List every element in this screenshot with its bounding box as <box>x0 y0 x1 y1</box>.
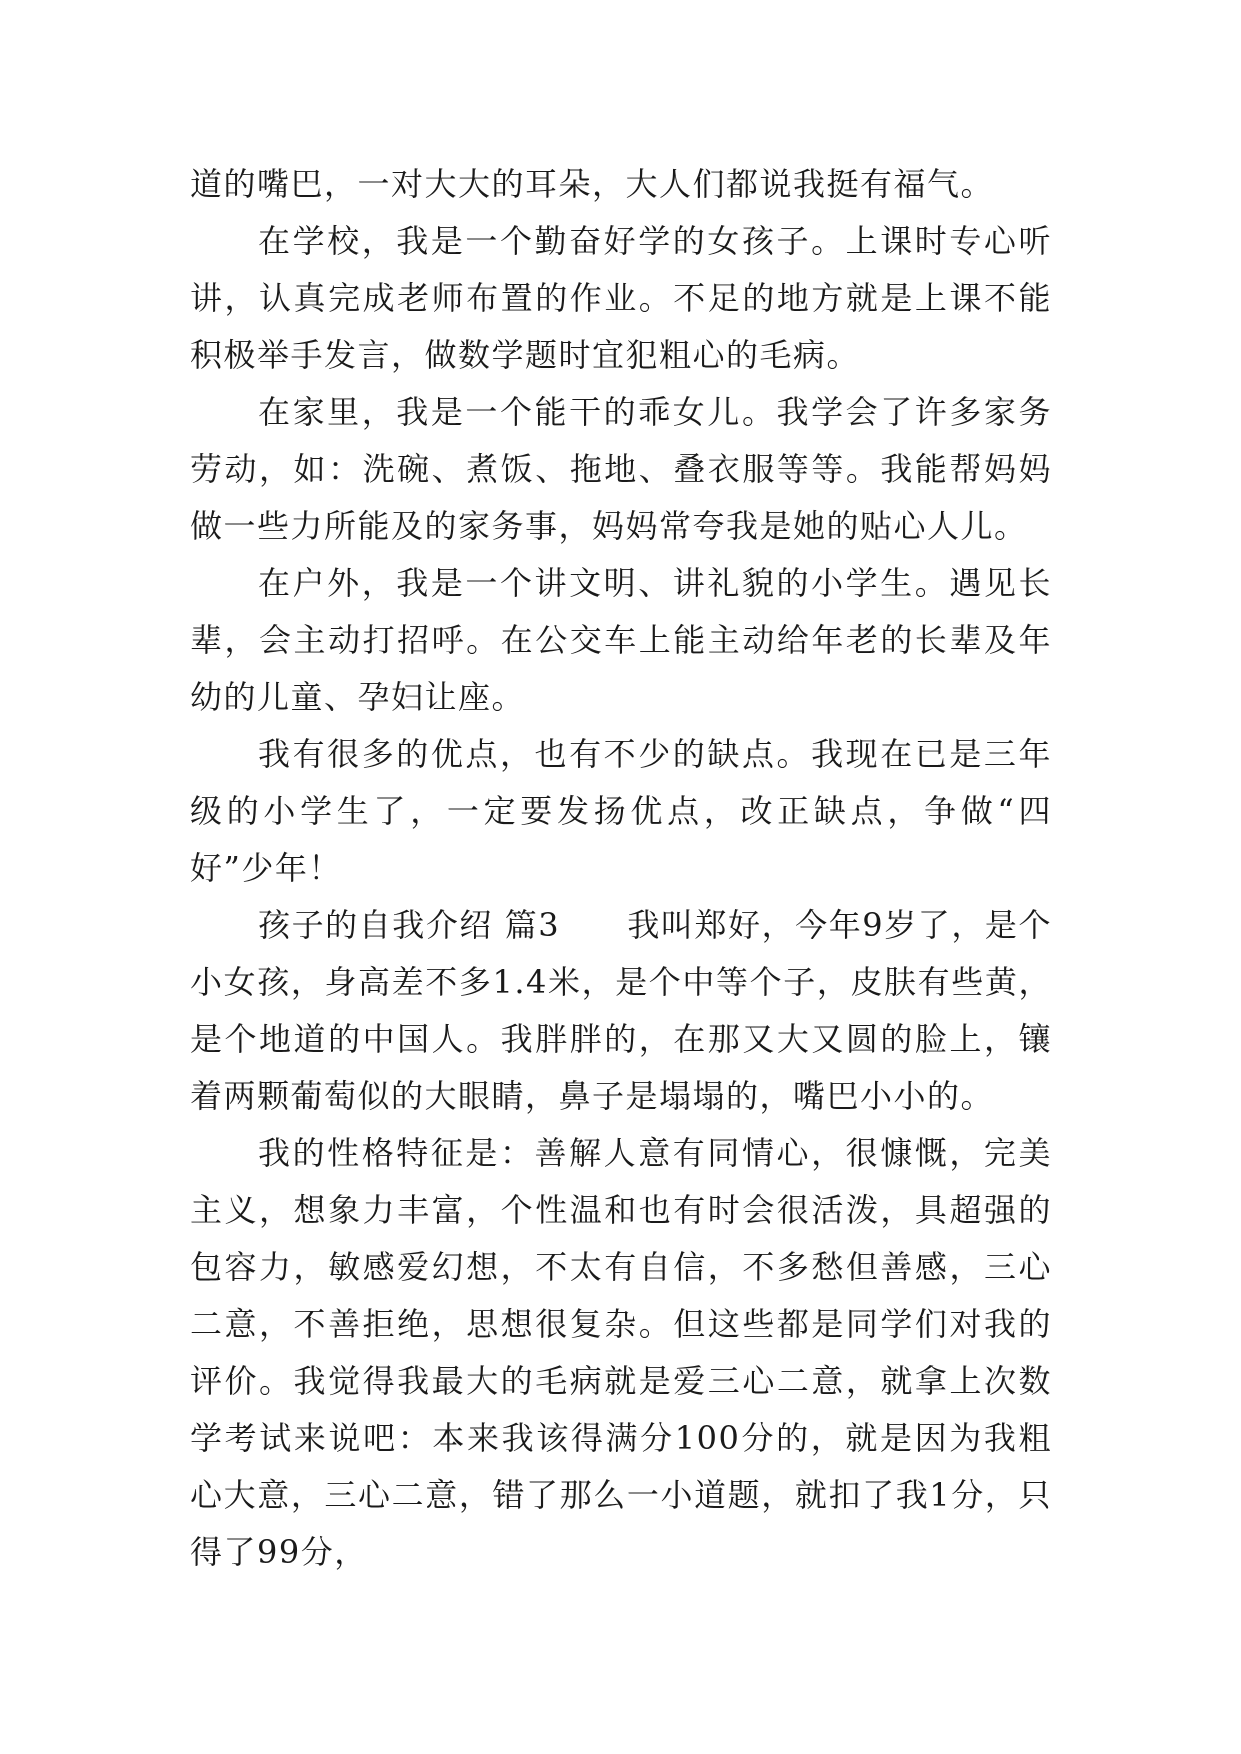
document-body <box>190 156 1052 1581</box>
paragraph-4: 在户外，我是一个讲文明、讲礼貌的小学生。遇见长辈，会主动打招呼。在公交车上能主动给年老的长辈及年幼的儿童、孕妇让座。 <box>190 564 1052 716</box>
paragraph-2: 在学校，我是一个勤奋好学的女孩子。上课时专心听讲，认真完成老师布置的作业。不足的地方就是上课不能积极举手发言，做数学题时宜犯粗心的毛病。 <box>190 222 1052 374</box>
paragraph-5: 我有很多的优点，也有不少的缺点。我现在已是三年级的小学生了，一定要发扬优点，改正缺点，争做“四好”少年！ <box>190 735 1052 887</box>
paragraph-1: 道的嘴巴，一对大大的耳朵，大人们都说我挺有福气。 <box>190 165 995 203</box>
paragraph-7: 我的性格特征是：善解人意有同情心，很慷慨，完美主义，想象力丰富，个性温和也有时会很活泼，具超强的包容力，敏感爱幻想，不太有自信，不多愁但善感，三心二意，不善拒绝，思想很复杂。但这些都是同学们对我的评价。我觉得我最大的毛病就是爱三心二意，就拿上次数学考试来说吧：本来我该得满分100分的，就是因为我粗心大意，三心二意，错了那么一小道题，就扣了我1分，只得了99分， <box>190 1134 1052 1571</box>
paragraph-6: 孩子的自我介绍 篇3 我叫郑好，今年9岁了，是个小女孩，身高差不多1.4米，是个中等个子，皮肤有些黄，是个地道的中国人。我胖胖的，在那又大又圆的脸上，镶着两颗葡萄似的大眼睛，鼻子是塌塌的，嘴巴小小的。 <box>190 906 1052 1115</box>
paragraph-3: 在家里，我是一个能干的乖女儿。我学会了许多家务劳动，如：洗碗、煮饭、拖地、叠衣服等等。我能帮妈妈做一些力所能及的家务事，妈妈常夸我是她的贴心人儿。 <box>190 393 1052 545</box>
